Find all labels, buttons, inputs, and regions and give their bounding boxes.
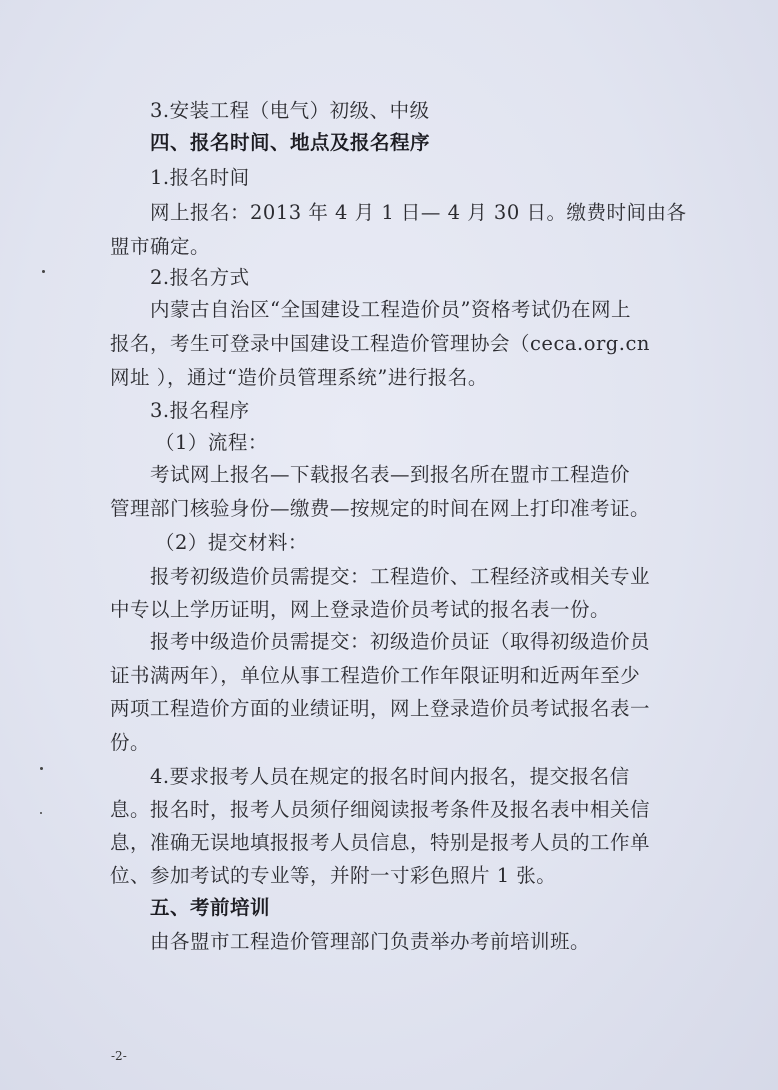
text-line: 管理部门核验身份—缴费—按规定的时间在网上打印准考证。: [110, 497, 651, 520]
text-line: 由各盟市工程造价管理部门负责举办考前培训班。: [150, 930, 591, 953]
text-line: 网址 ），通过“造价员管理系统”进行报名。: [110, 366, 488, 389]
text-line: 报考初级造价员需提交：工程造价、工程经济或相关专业: [150, 565, 651, 588]
text-line: 息。报名时，报考人员须仔细阅读报考条件及报名表中相关信: [110, 798, 651, 821]
subsection-heading: 3.报名程序: [150, 399, 250, 422]
text-line: 中专以上学历证明，网上登录造价员考试的报名表一份。: [110, 598, 611, 621]
scan-speck: [40, 767, 43, 770]
scan-speck: [40, 812, 42, 814]
text-line: 考试网上报名—下载报名表—到报名所在盟市工程造价: [150, 463, 631, 486]
text-line: 报考中级造价员需提交：初级造价员证（取得初级造价员: [150, 630, 651, 653]
sub-item-heading: （2）提交材料：: [155, 531, 308, 554]
text-line: 两项工程造价方面的业绩证明，网上登录造价员考试报名表一: [110, 697, 651, 720]
text-line: 位、参加考试的专业等，并附一寸彩色照片 1 张。: [110, 864, 557, 887]
text-line: 4.要求报考人员在规定的报名时间内报名，提交报名信: [150, 765, 630, 788]
page-number: -2-: [111, 1049, 127, 1063]
scan-speck: [42, 270, 45, 273]
section-heading: 五、考前培训: [150, 896, 271, 919]
sub-item-heading: （1）流程：: [155, 431, 268, 454]
text-line: 网上报名：2013 年 4 月 1 日— 4 月 30 日。缴费时间由各: [150, 201, 687, 224]
subsection-heading: 2.报名方式: [150, 266, 250, 289]
text-line: 份。: [110, 731, 151, 754]
text-line: 报名，考生可登录中国建设工程造价管理协会（ceca.org.cn: [110, 332, 650, 355]
text-line: 盟市确定。: [110, 235, 211, 258]
text-line: 证书满两年），单位从事工程造价工作年限证明和近两年至少: [110, 664, 641, 687]
subsection-heading: 1.报名时间: [150, 166, 250, 189]
section-heading: 四、报名时间、地点及报名程序: [150, 131, 431, 154]
text-line: 3.安装工程（电气）初级、中级: [150, 99, 430, 122]
text-line: 息，准确无误地填报报考人员信息，特别是报考人员的工作单: [110, 831, 651, 854]
text-line: 内蒙古自治区“全国建设工程造价员”资格考试仍在网上: [150, 298, 631, 321]
